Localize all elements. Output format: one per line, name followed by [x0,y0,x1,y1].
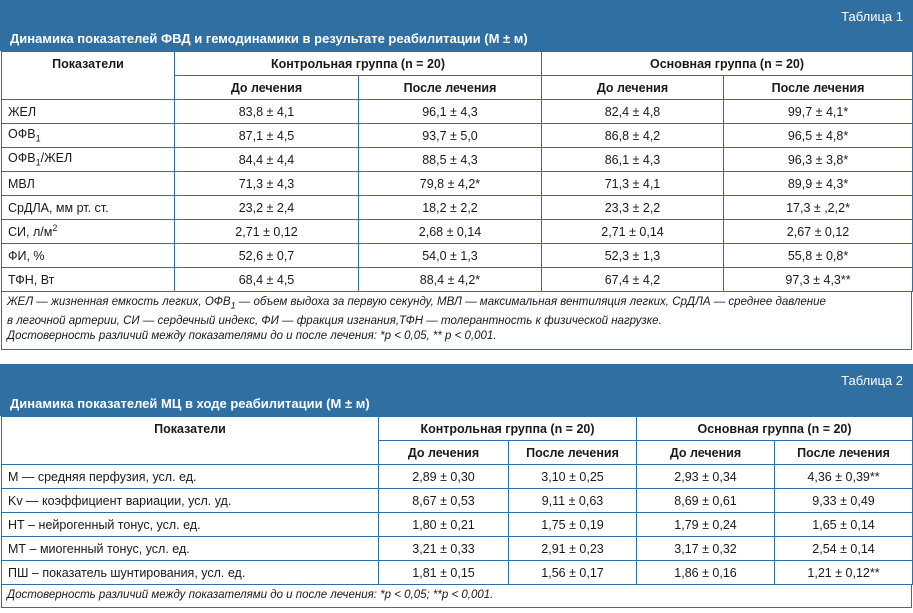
cell-c-after: 1,75 ± 0,19 [509,513,637,537]
table-row [2,100,913,124]
cell-c-before: 83,8 ± 4,1 [175,100,359,124]
row-indicator: СрДЛА, мм рт. ст. [2,196,175,220]
cell-m-before: 23,3 ± 2,2 [542,196,724,220]
table-row [2,465,913,489]
table2-label: Таблица 2 [841,373,903,388]
cell-m-after: 9,33 ± 0,49 [775,489,913,513]
table2-col-control: Контрольная группа (n = 20) [379,417,637,441]
cell-c-before: 8,67 ± 0,53 [379,489,509,513]
cell-m-after: 96,5 ± 4,8* [724,124,913,148]
cell-c-before: 71,3 ± 4,3 [175,172,359,196]
row-indicator: СИ, $л/м^2$ [2,220,175,244]
table1-col-main-after: После лечения [724,76,913,100]
cell-m-before: 67,4 ± 4,2 [542,268,724,292]
table2-header [0,364,913,416]
cell-m-after: 99,7 ± 4,1* [724,100,913,124]
table1-note-line2: в легочной артерии, СИ — сердечный индекс, ФИ — фракция изгнания,ТФН — толерантность к физической нагрузке. [7,314,662,327]
cell-c-before: 68,4 ± 4,5 [175,268,359,292]
cell-m-after: 55,8 ± 0,8* [724,244,913,268]
table1-note [1,292,912,350]
table2-header-row [2,417,913,441]
cell-m-after: 89,9 ± 4,3* [724,172,913,196]
table-row [2,268,913,292]
table1-col-control: Контрольная группа (n = 20) [175,52,542,76]
cell-c-after: 3,10 ± 0,25 [509,465,637,489]
table2-col-indicators: Показатели [2,417,379,465]
table1-title: Динамика показателей ФВД и гемодинамики в результате реабилитации (М ± м) [10,31,528,46]
table-row [2,148,913,172]
cell-c-before: 2,71 ± 0,12 [175,220,359,244]
row-indicator: $ОФВ_1$ [2,124,175,148]
table-row [2,220,913,244]
cell-c-before: 23,2 ± 2,4 [175,196,359,220]
row-indicator: МВЛ [2,172,175,196]
table-row [2,561,913,585]
table2-col-main-before: До лечения [637,441,775,465]
table-row [2,489,913,513]
table2-col-main: Основная группа (n = 20) [637,417,913,441]
cell-c-after: 54,0 ± 1,3 [359,244,542,268]
cell-m-after: 1,65 ± 0,14 [775,513,913,537]
table2-note: Достоверность различий между показателями до и после лечения: *p < 0,05; **p < 0,001. [1,585,912,608]
cell-c-before: 2,89 ± 0,30 [379,465,509,489]
table1-col-control-before: До лечения [175,76,359,100]
table1-col-main-before: До лечения [542,76,724,100]
cell-m-after: 17,3 ± ,2,2* [724,196,913,220]
cell-c-after: 18,2 ± 2,2 [359,196,542,220]
cell-c-before: 52,6 ± 0,7 [175,244,359,268]
row-indicator: ТФН, Вт [2,268,175,292]
cell-m-before: 71,3 ± 4,1 [542,172,724,196]
table2-block [0,364,913,608]
table1-header-row [2,52,913,76]
table1-col-main: Основная группа (n = 20) [542,52,913,76]
cell-c-before: 87,1 ± 4,5 [175,124,359,148]
table-row [2,513,913,537]
table-row [2,124,913,148]
table2-col-control-before: До лечения [379,441,509,465]
cell-c-before: 1,81 ± 0,15 [379,561,509,585]
table1-col-indicators: Показатели [2,52,175,100]
cell-c-after: 79,8 ± 4,2* [359,172,542,196]
cell-m-before: 2,71 ± 0,14 [542,220,724,244]
cell-c-after: 88,5 ± 4,3 [359,148,542,172]
row-indicator: НТ – нейрогенный тонус, усл. ед. [2,513,379,537]
cell-c-after: 88,4 ± 4,2* [359,268,542,292]
table2 [1,416,913,585]
cell-c-after: 2,68 ± 0,14 [359,220,542,244]
row-indicator: М — средняя перфузия, усл. ед. [2,465,379,489]
cell-c-before: 84,4 ± 4,4 [175,148,359,172]
table-row [2,244,913,268]
cell-m-after: 97,3 ± 4,3** [724,268,913,292]
cell-m-before: 52,3 ± 1,3 [542,244,724,268]
cell-m-after: 96,3 ± 3,8* [724,148,913,172]
table1-col-control-after: После лечения [359,76,542,100]
table2-title: Динамика показателей МЦ в ходе реабилитации (М ± м) [10,396,370,411]
cell-m-before: 86,1 ± 4,3 [542,148,724,172]
table1-note-line1: ЖЕЛ — жизненная емкость легких, $ОФВ_1$ — объем выдоха за первую секунду, МВЛ — максимальная вентиляция легких, СрДЛА — среднее давление [7,296,826,311]
cell-m-after: 4,36 ± 0,39** [775,465,913,489]
row-indicator: ФИ, % [2,244,175,268]
cell-m-after: 2,67 ± 0,12 [724,220,913,244]
cell-c-after: 1,56 ± 0,17 [509,561,637,585]
table1-header [0,0,913,51]
cell-c-after: 9,11 ± 0,63 [509,489,637,513]
cell-m-before: 3,17 ± 0,32 [637,537,775,561]
cell-m-after: 1,21 ± 0,12** [775,561,913,585]
cell-c-before: 3,21 ± 0,33 [379,537,509,561]
cell-c-after: 96,1 ± 4,3 [359,100,542,124]
cell-c-after: 93,7 ± 5,0 [359,124,542,148]
cell-c-before: 1,80 ± 0,21 [379,513,509,537]
table2-col-main-after: После лечения [775,441,913,465]
cell-m-before: 1,79 ± 0,24 [637,513,775,537]
cell-c-after: 2,91 ± 0,23 [509,537,637,561]
row-indicator: $ОФВ_1$/ЖЕЛ [2,148,175,172]
table-row [2,537,913,561]
table-row [2,196,913,220]
table1-label: Таблица 1 [841,9,903,24]
row-indicator: МТ – миогенный тонус, усл. ед. [2,537,379,561]
table2-body [2,465,913,585]
cell-m-before: 82,4 ± 4,8 [542,100,724,124]
cell-m-before: 2,93 ± 0,34 [637,465,775,489]
cell-m-after: 2,54 ± 0,14 [775,537,913,561]
table-row [2,172,913,196]
row-indicator: ЖЕЛ [2,100,175,124]
cell-m-before: 1,86 ± 0,16 [637,561,775,585]
cell-m-before: 86,8 ± 4,2 [542,124,724,148]
row-indicator: ПШ – показатель шунтирования, усл. ед. [2,561,379,585]
table2-col-control-after: После лечения [509,441,637,465]
table1 [1,51,913,292]
cell-m-before: 8,69 ± 0,61 [637,489,775,513]
table1-note-line3: Достоверность различий между показателями до и после лечения: *p < 0,05, ** p < 0,001. [7,330,497,343]
table1-body [2,100,913,292]
row-indicator: Kv — коэффициент вариации, усл. уд. [2,489,379,513]
